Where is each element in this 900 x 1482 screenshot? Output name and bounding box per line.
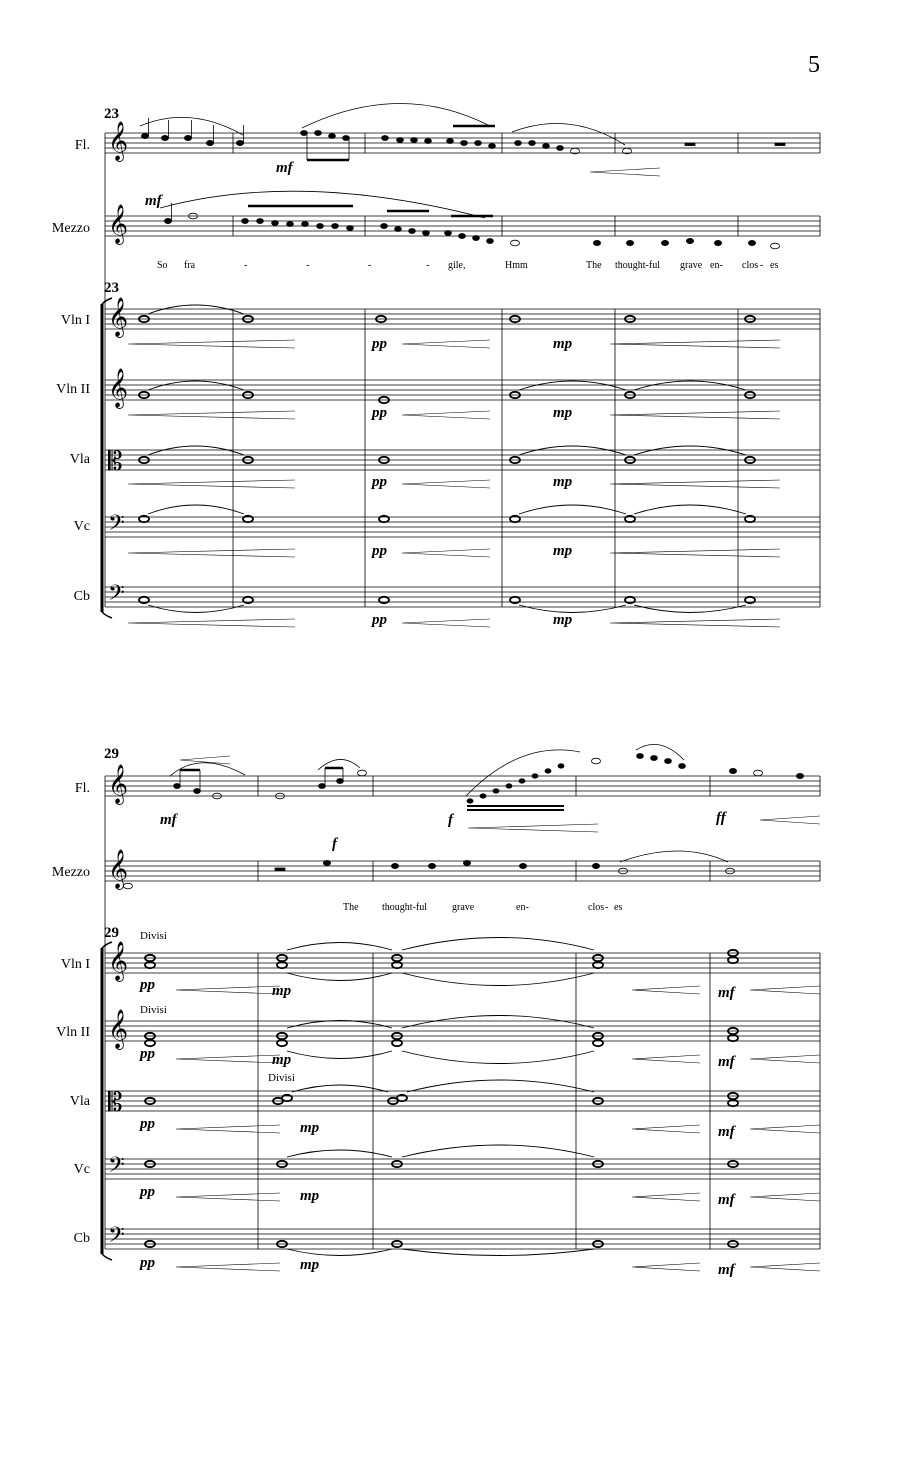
svg-text:𝄞: 𝄞 [108, 204, 129, 244]
dynamic-marking: mf [718, 1192, 735, 1208]
dynamic-marking: mp [272, 983, 292, 999]
lyric-syllable: Hmm [505, 260, 528, 271]
staff-vla-1 [105, 450, 820, 470]
staff-vla-2 [105, 1091, 820, 1111]
staff-cb-1 [105, 587, 820, 607]
dynamic-marking: f [332, 836, 337, 852]
lyric-syllable: en- [710, 260, 723, 271]
bar-number: 29 [104, 925, 119, 941]
lyric-syllable: en- [516, 902, 529, 913]
dynamic-marking: pp [140, 1184, 155, 1200]
instrument-label-mezzo: Mezzo [51, 865, 90, 880]
lyric-syllable: grave [680, 260, 703, 271]
bar-number: 29 [104, 746, 119, 762]
svg-text:𝄞: 𝄞 [108, 764, 129, 804]
dynamic-marking: pp [140, 1046, 155, 1062]
lyric-syllable: fra [184, 260, 196, 271]
dynamic-marking: mf [276, 160, 293, 176]
dynamic-marking: mp [300, 1188, 320, 1204]
svg-text:𝄞: 𝄞 [108, 121, 129, 161]
lyric-syllable: The [586, 260, 602, 271]
instrument-label-vla: Vla [69, 452, 90, 467]
lyric-syllable: - [368, 260, 372, 271]
divisi-label: Divisi [140, 1004, 167, 1016]
dynamic-marking: mf [718, 1124, 735, 1140]
instrument-label-cb: Cb [73, 1231, 90, 1246]
lyric-syllable: clos [742, 260, 759, 271]
dynamic-marking: mp [553, 405, 573, 421]
staff-cb-2 [105, 1229, 820, 1249]
lyric-syllable: thought-ful [615, 260, 660, 271]
instrument-label-vln1: Vln I [60, 313, 90, 328]
dynamic-marking: mf [718, 1262, 735, 1278]
dynamic-marking: mp [553, 543, 573, 559]
dynamic-marking: mf [718, 985, 735, 1001]
instrument-label-vln2: Vln II [56, 382, 90, 397]
bar-number: 23 [104, 106, 119, 122]
divisi-label: Divisi [140, 930, 167, 942]
lyric-syllable: - [605, 902, 609, 913]
dynamic-marking: pp [372, 405, 387, 421]
dynamic-marking: pp [140, 1116, 155, 1132]
staff-vc-2 [105, 1159, 820, 1179]
dynamic-marking: pp [372, 474, 387, 490]
lyric-syllable: - [426, 260, 430, 271]
lyric-syllable: So [157, 260, 168, 271]
dynamic-marking: mp [553, 336, 573, 352]
dynamic-marking: mf [718, 1054, 735, 1070]
staff-vc-1 [105, 517, 820, 537]
dynamic-marking: pp [372, 612, 387, 628]
dynamic-marking: mf [160, 812, 177, 828]
instrument-label-vc: Vc [73, 519, 90, 534]
dynamic-marking: mp [272, 1052, 292, 1068]
svg-text:𝄞: 𝄞 [108, 941, 129, 981]
svg-text:𝄢: 𝄢 [108, 511, 125, 541]
dynamic-marking: mp [553, 474, 573, 490]
dynamic-marking: pp [140, 977, 155, 993]
svg-text:𝄢: 𝄢 [108, 581, 125, 611]
svg-text:𝄢: 𝄢 [108, 1153, 125, 1183]
svg-text:𝄞: 𝄞 [108, 297, 129, 337]
lyric-syllable: grave [452, 902, 475, 913]
lyric-syllable: gile, [448, 260, 466, 271]
svg-text:𝄡: 𝄡 [108, 447, 123, 477]
dynamic-marking: pp [372, 336, 387, 352]
staff-mezzo-2 [105, 861, 820, 881]
staff-mezzo-1 [105, 216, 820, 236]
dynamic-marking: f [448, 812, 453, 828]
lyric-syllable: The [343, 902, 359, 913]
lyric-syllable: clos [588, 902, 605, 913]
staff-vln2-1 [105, 380, 820, 400]
dynamic-marking: mp [300, 1120, 320, 1136]
svg-text:𝄢: 𝄢 [108, 1223, 125, 1253]
svg-text:𝄡: 𝄡 [108, 1088, 123, 1118]
staff-flute-2 [105, 776, 820, 796]
lyric-syllable: es [770, 260, 779, 271]
lyric-syllable: - [244, 260, 248, 271]
instrument-label-flute: Fl. [74, 138, 90, 153]
dynamic-marking: mp [553, 612, 573, 628]
instrument-label-mezzo: Mezzo [51, 221, 90, 236]
lyric-syllable: - [306, 260, 310, 271]
bar-number: 23 [104, 280, 119, 296]
lyric-syllable: - [760, 260, 764, 271]
staff-vln2-2 [105, 1021, 820, 1041]
dynamic-marking: mf [145, 193, 162, 209]
divisi-label: Divisi [268, 1072, 295, 1084]
page-number: 5 [808, 52, 820, 78]
lyric-syllable: thought-ful [382, 902, 427, 913]
instrument-label-vc: Vc [73, 1162, 90, 1177]
staff-vln1-1 [105, 309, 820, 329]
svg-text:𝄞: 𝄞 [108, 849, 129, 889]
dynamic-marking: ff [716, 810, 726, 826]
svg-text:𝄞: 𝄞 [108, 1009, 129, 1049]
lyric-syllable: es [614, 902, 623, 913]
staff-vln1-2 [105, 953, 820, 973]
instrument-label-vln2: Vln II [56, 1025, 90, 1040]
dynamic-marking: mp [300, 1257, 320, 1273]
dynamic-marking: pp [372, 543, 387, 559]
dynamic-marking: pp [140, 1255, 155, 1271]
instrument-label-vla: Vla [69, 1094, 90, 1109]
svg-text:𝄞: 𝄞 [108, 368, 129, 408]
instrument-label-cb: Cb [73, 589, 90, 604]
instrument-label-vln1: Vln I [60, 957, 90, 972]
instrument-label-flute: Fl. [74, 781, 90, 796]
